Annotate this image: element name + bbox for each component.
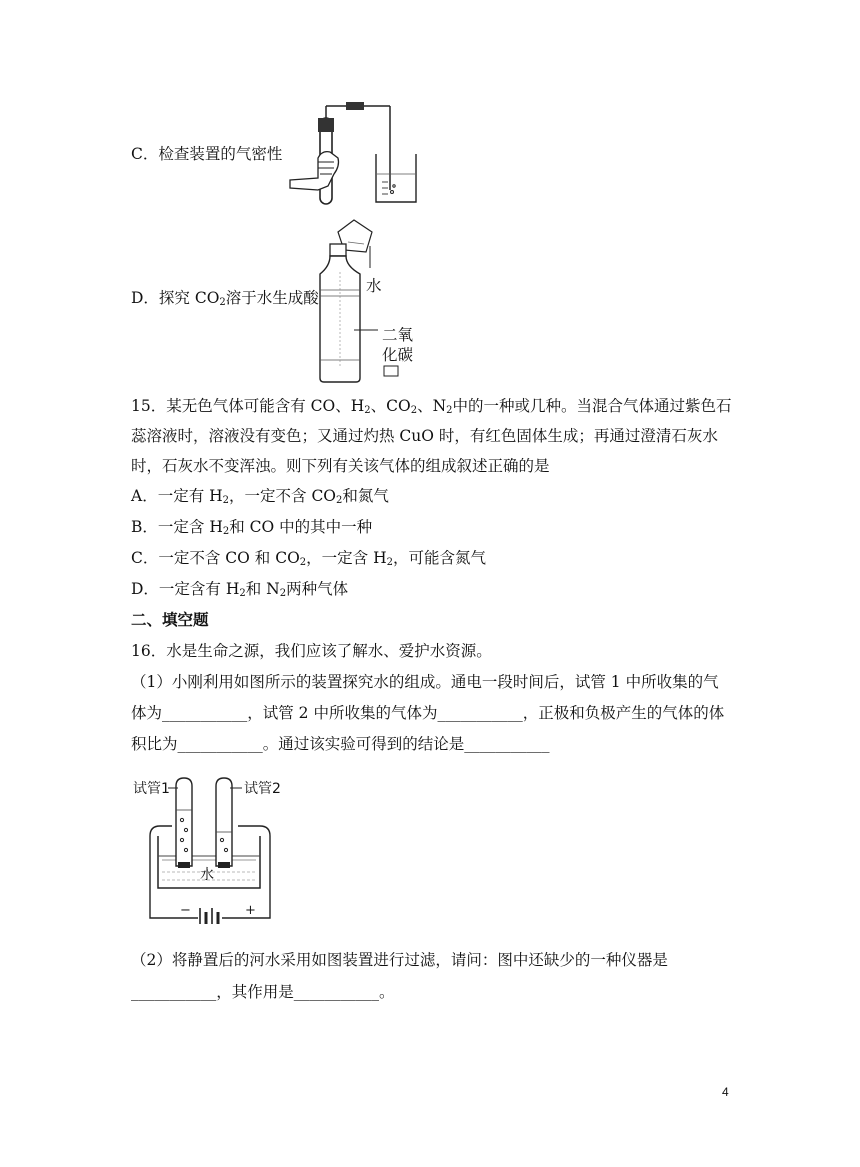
section-title: 二、填空题 bbox=[131, 611, 209, 629]
fig-d-label-water: 水 bbox=[366, 277, 382, 295]
q16-part2-line1: （2）将静置后的河水采用如图装置进行过滤，请问：图中还缺少的一种仪器是 bbox=[131, 951, 668, 969]
q15-stem-line1: 15．某无色气体可能含有 CO、$H_2$、$CO_2$、$N_2$中的一种或几种。当混合气体通过紫色石 bbox=[131, 397, 732, 416]
fig-d-label-gas-1: 二氧 bbox=[382, 326, 414, 344]
q15-option-a: A．一定有 $H_2$，一定不含 $CO_2$和氮气 bbox=[131, 487, 389, 506]
q15-option-d: D．一定含有 $H_2$和 $N_2$两种气体 bbox=[131, 580, 349, 599]
airtightness-check-figure bbox=[288, 100, 418, 206]
q15-stem-line2: 蕊溶液时，溶液没有变色；又通过灼热 CuO 时，有红色固体生成；再通过澄清石灰水 bbox=[131, 427, 718, 445]
q15-option-b: B．一定含 $H_2$和 CO 中的其中一种 bbox=[131, 518, 373, 537]
fig-label-minus: − bbox=[180, 903, 191, 918]
fig-label-tube1: 试管1 bbox=[133, 781, 170, 797]
fig-d-label-gas-2: 化碳 bbox=[382, 346, 414, 364]
q16-part1-line2: 体为___________，试管 2 中所收集的气体为___________，正极和负极产生的气体的体 bbox=[131, 704, 725, 722]
q16-part2-line2: ___________，其作用是___________。 bbox=[131, 983, 395, 1001]
q14-option-c: C．检查装置的气密性 bbox=[131, 145, 283, 163]
q15-option-c: C．一定不含 CO 和 $CO_2$，一定含 $H_2$，可能含氮气 bbox=[131, 549, 486, 568]
q16-part1-line1: （1）小刚利用如图所示的装置探究水的组成。通电一段时间后，试管 1 中所收集的气 bbox=[131, 673, 719, 691]
q16-part1-line3: 积比为___________。通过该实验可得到的结论是___________ bbox=[131, 735, 550, 753]
fig-label-plus: + bbox=[245, 903, 256, 918]
page-number: 4 bbox=[722, 1085, 729, 1099]
q16-stem: 16．水是生命之源，我们应该了解水、爱护水资源。 bbox=[131, 642, 492, 660]
q14-option-d: D．探究 $CO_2$溶于水生成酸 bbox=[131, 289, 319, 308]
fig-label-tube2: 试管2 bbox=[244, 781, 281, 797]
fig-label-water: 水 bbox=[200, 867, 214, 883]
q15-stem-line3: 时，石灰水不变浑浊。则下列有关该气体的组成叙述正确的是 bbox=[131, 457, 550, 475]
